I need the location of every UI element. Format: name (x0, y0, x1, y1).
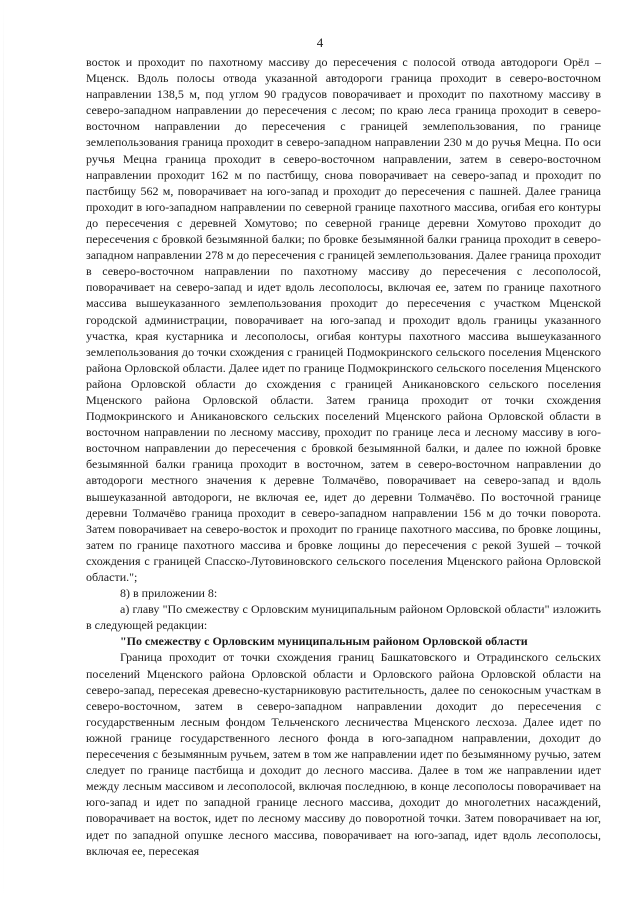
body-paragraph-1: восток и проходит по пахотному массиву до пересечения с полосой отвода автодороги Орёл – Мценск. Вдоль полосы отвода указанной автодороги граница проходит в северо-восточном направлении 138,5 м, под углом 90 градусов поворачивает и проходит по пахотному массиву в северо-западном направлении до пересечения с лесом; по краю леса граница проходит в северо-восточном направлении до пересечения с границей землепользования, по границе землепользования граница проходит в северо-западном направлении 230 м до ручья Мецна. По оси ручья Мецна граница проходит в северо-восточном направлении, затем в северо-восточном направлении проходит 162 м по пастбищу, снова поворачивает на северо-запад и проходит по пастбищу 562 м, поворачивает на юго-запад и проходит до пересечения с пашней. Далее граница проходит в юго-западном направлении по северной границе пахотного массива, огибая его контуры до пересечения с деревней Хомутово; по северной границе деревни Хомутово проходит до пересечения с бровкой безымянной балки; по бровке безымянной балки граница проходит в северо-западном направлении 278 м до пересечения с границей землепользования. Далее граница проходит в северо-восточном направлении по пахотному массиву до пересечения с лесополосой, поворачивает на северо-запад и идет вдоль лесополосы, включая ее, затем по границе пахотного массива вышеуказанного землепользования проходит до пересечения с участком Мценской городской администрации, поворачивает на юго-запад и проходит вдоль границы указанного участка, края кустарника и лесополосы, огибая контуры пахотного массива вышеуказанного землепользования до точки схождения с границей Подмокринского сельского поселения Мценского района Орловской области. Далее идет по границе Подмокринского сельского поселения Мценского района Орловской области до схождения с границей Аникановского сельского поселения Мценского района Орловской области. Затем граница проходит от точки схождения Подмокринского и Аникановского сельских поселений Мценского района Орловской области в восточном направлении по лесному массиву, проходит по границе леса и лесному массиву в юго-восточном направлении до пересечения с бровкой безымянной балки, и далее по южной бровке безымянной балки граница проходит в восточном, затем в северо-восточном направлении до автодороги местного значения к деревне Толмачёво, поворачивает на северо-запад и вдоль вышеуказанной автодороги, не включая ее, идет до деревни Толмачёво. По восточной границе деревни Толмачёво граница проходит в северо-западном направлении 156 м до точки поворота. Затем поворачивает на северо-восток и проходит по границе пахотного массива, по бровке лощины, затем по границе пахотного массива и бровке лощины до пересечения с рекой Зушей – точкой схождения с границей Спасско-Лутовиновского сельского поселения Мценского района Орловской области."; (86, 55, 601, 584)
chapter-heading: "По смежеству с Орловским муниципальным районом Орловской области (120, 634, 528, 649)
page-number: 4 (316, 35, 324, 50)
document-body (86, 54, 601, 859)
body-paragraph-final: Граница проходит от точки схождения границ Башкатовского и Отрадинского сельских поселений Мценского района Орловской области и Орловского района Орловской области на северо-запад, пересекая древесно-кустарниковую растительность, далее по сенокосным участкам в северо-восточном, затем в северо-западном направлении доходит до пересечения с государственным лесным фондом Тельченского лесничества Мценского лесхоза. Далее идет по южной границе государственного лесного фонда в юго-западном направлении, доходит до пересечения с безымянным ручьем, затем в том же направлении идет по безымянному ручью, затем следует по границе пастбища и доходит до лесного массива. Далее в том же направлении идет между лесным массивом и лесополосой, включая последнюю, в конце лесополосы поворачивает на юго-запад и идет по западной границе лесного массива, доходит до многолетних насаждений, поворачивает на восток, идет по лесному массиву до поворотной точки. Затем поворачивает на юг, идет по западной опушке лесного массива, поворачивает на юго-запад, идет вдоль лесополосы, включая ее, пересекая (86, 650, 601, 858)
amendment-item-8: 8) в приложении 8: (120, 586, 218, 601)
amendment-subitem-a: а) главу "По смежеству с Орловским муниципальным районом Орловской области" изложить в следующей редакции: (86, 602, 601, 633)
scan-margin-line (3, 0, 4, 905)
